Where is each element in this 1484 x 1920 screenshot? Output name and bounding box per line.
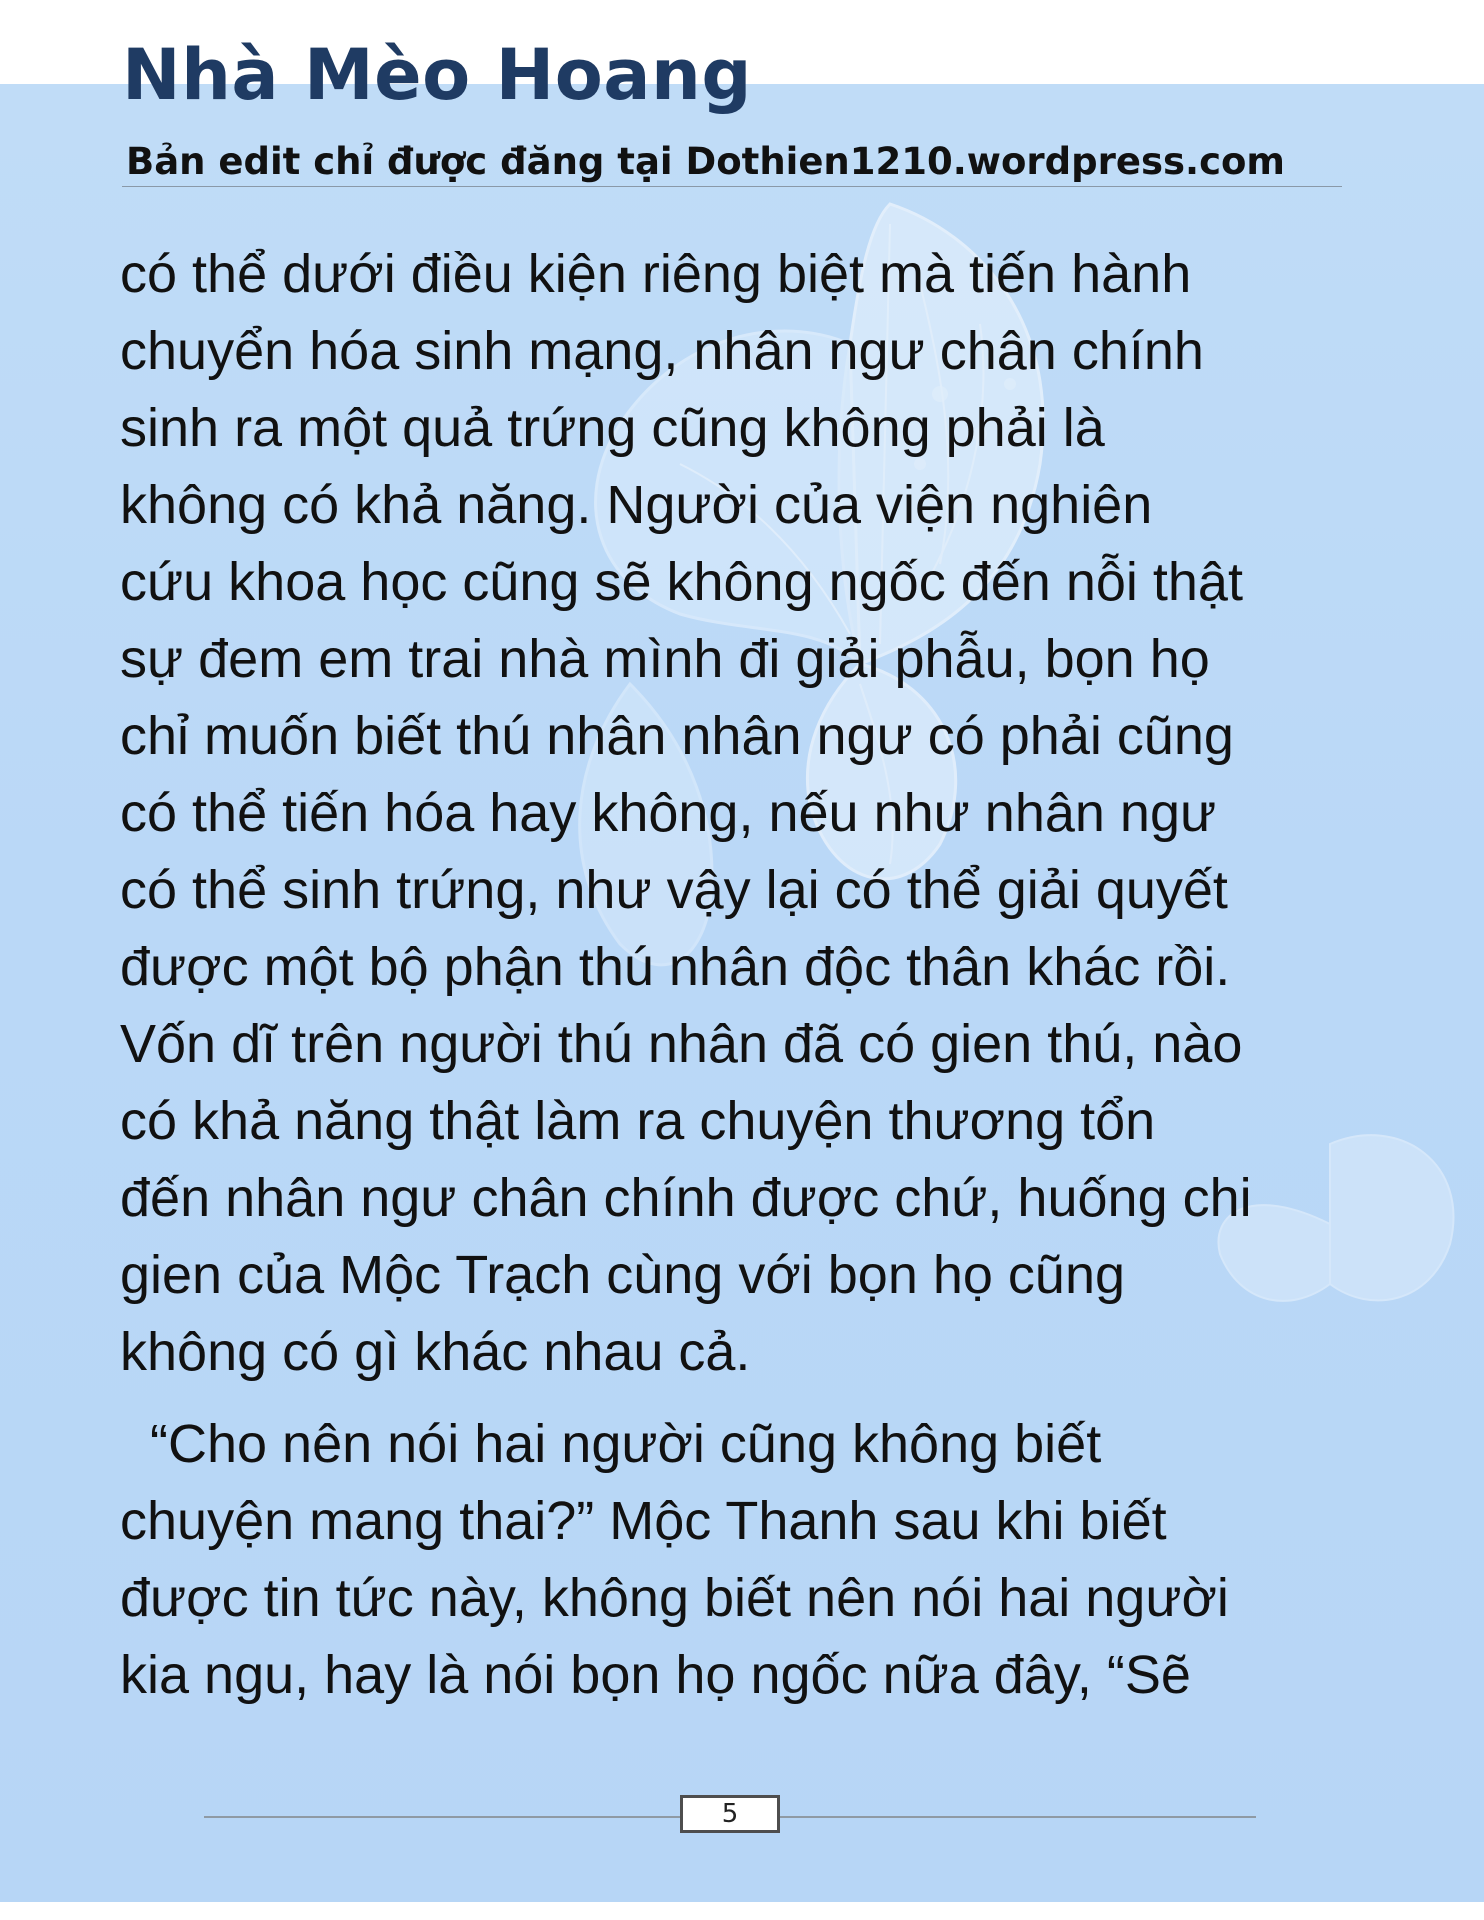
page-title: Nhà Mèo Hoang	[122, 34, 752, 116]
paragraph	[120, 1406, 1360, 1714]
page-subtitle: Bản edit chỉ được đăng tại Dothien1210.wordpress.com	[126, 140, 1285, 183]
text-line: “Cho nên nói hai người cũng không biết	[120, 1414, 1102, 1474]
text-line: sự đem em trai nhà mình đi giải phẫu, bọn họ	[120, 629, 1210, 689]
text-line: chỉ muốn biết thú nhân nhân ngư có phải cũng	[120, 706, 1234, 766]
text-line: có khả năng thật làm ra chuyện thương tổn	[120, 1091, 1156, 1151]
text-line: chuyển hóa sinh mạng, nhân ngư chân chính	[120, 321, 1204, 381]
text-line: cứu khoa học cũng sẽ không ngốc đến nỗi thật	[120, 552, 1243, 612]
paragraph	[120, 236, 1360, 1391]
text-line: không có khả năng. Người của viện nghiên	[120, 475, 1153, 535]
text-line: có thể tiến hóa hay không, nếu như nhân ngư	[120, 783, 1217, 843]
paragraph-spacer	[120, 1391, 1360, 1406]
subtitle-divider	[122, 186, 1342, 187]
text-line: Vốn dĩ trên người thú nhân đã có gien thú, nào	[120, 1014, 1243, 1074]
text-line: được một bộ phận thú nhân độc thân khác rồi.	[120, 937, 1231, 997]
body-text	[120, 236, 1360, 1714]
text-line: gien của Mộc Trạch cùng với bọn họ cũng	[120, 1245, 1126, 1305]
text-line: được tin tức này, không biết nên nói hai người	[120, 1568, 1229, 1628]
text-line: sinh ra một quả trứng cũng không phải là	[120, 398, 1105, 458]
text-line: chuyện mang thai?” Mộc Thanh sau khi biết	[120, 1491, 1167, 1551]
text-line: có thể sinh trứng, như vậy lại có thể giải quyết	[120, 860, 1228, 920]
page-bottom-margin	[0, 1902, 1484, 1920]
text-line: không có gì khác nhau cả.	[120, 1322, 751, 1382]
text-line: đến nhân ngư chân chính được chứ, huống chi	[120, 1168, 1252, 1228]
text-line: kia ngu, hay là nói bọn họ ngốc nữa đây, “Sẽ	[120, 1645, 1191, 1705]
text-line: có thể dưới điều kiện riêng biệt mà tiến hành	[120, 244, 1192, 304]
page-number: 5	[680, 1795, 780, 1833]
